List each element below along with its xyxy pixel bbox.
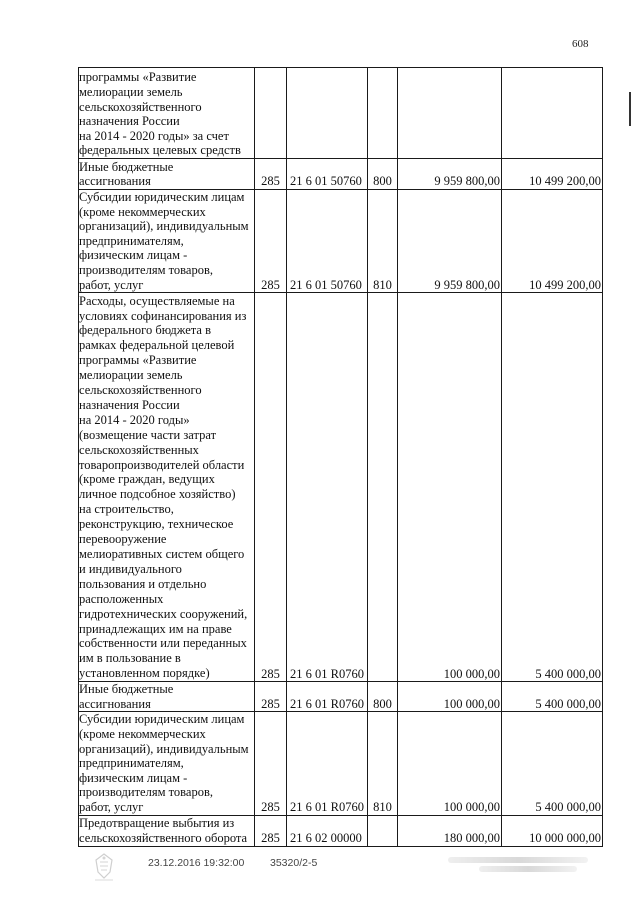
row-sum-2: 5 400 000,00	[502, 293, 603, 682]
table-row	[79, 190, 603, 293]
row-ved: 285	[255, 682, 287, 712]
row-vr	[368, 293, 398, 682]
row-sum-1: 180 000,00	[398, 815, 502, 846]
row-sum-1: 100 000,00	[398, 712, 502, 815]
table-row	[79, 159, 603, 190]
table-row	[79, 68, 603, 159]
emblem-icon	[92, 852, 116, 882]
budget-table	[78, 67, 603, 847]
row-sum-1: 9 959 800,00	[398, 159, 502, 190]
row-sum-2: 10 499 200,00	[502, 159, 603, 190]
row-csr	[287, 68, 368, 159]
row-csr: 21 6 01 50760	[287, 159, 368, 190]
row-csr: 21 6 02 00000	[287, 815, 368, 846]
row-vr: 800	[368, 159, 398, 190]
page-number: 608	[572, 38, 589, 50]
row-vr: 810	[368, 190, 398, 293]
row-csr: 21 6 01 R0760	[287, 293, 368, 682]
row-name: Субсидии юридическим лицам (кроме некоммерческих организаций), индивидуальным предпринимателям, физическим лицам - производителям товаров, работ, услуг	[79, 190, 255, 293]
row-name: Иные бюджетные ассигнования	[79, 682, 255, 712]
footer-document-id: 35320/2-5	[270, 857, 318, 869]
row-vr: 810	[368, 712, 398, 815]
row-vr: 800	[368, 682, 398, 712]
faded-stamp	[448, 854, 588, 880]
row-vr	[368, 815, 398, 846]
row-ved: 285	[255, 159, 287, 190]
row-csr: 21 6 01 R0760	[287, 712, 368, 815]
table-row	[79, 712, 603, 815]
row-name: Иные бюджетные ассигнования	[79, 159, 255, 190]
row-ved	[255, 68, 287, 159]
row-sum-2: 5 400 000,00	[502, 682, 603, 712]
row-sum-1	[398, 68, 502, 159]
table-row	[79, 815, 603, 846]
row-sum-2	[502, 68, 603, 159]
row-sum-1: 9 959 800,00	[398, 190, 502, 293]
row-sum-2: 5 400 000,00	[502, 712, 603, 815]
row-name: Расходы, осуществляемые на условиях софинансирования из федерального бюджета в рамках федеральной целевой программы «Развитие мелиорации земель сельскохозяйственного назначения России на 2014 - 2020 годы» (возмещение части затрат сельскохозяйственных товаропроизводителей области (кроме граждан, ведущих личное подсобное хозяйство) на строительство, реконструкцию, техническое перевооружение мелиоративных систем общего и индивидуального пользования и отдельно расположенных гидротехнических сооружений, принадлежащих им на праве собственности или переданных им в пользование в установленном порядке)	[79, 293, 255, 682]
row-name: Предотвращение выбытия из сельскохозяйственного оборота	[79, 815, 255, 846]
row-vr	[368, 68, 398, 159]
row-ved: 285	[255, 815, 287, 846]
scan-artifact	[629, 92, 631, 126]
row-sum-2: 10 000 000,00	[502, 815, 603, 846]
row-name: Субсидии юридическим лицам (кроме некоммерческих организаций), индивидуальным предпринимателям, физическим лицам - производителям товаров, работ, услуг	[79, 712, 255, 815]
row-sum-2: 10 499 200,00	[502, 190, 603, 293]
table-row	[79, 293, 603, 682]
row-name: программы «Развитие мелиорации земель сельскохозяйственного назначения России на 2014 - 2020 годы» за счет федеральных целевых средств	[79, 68, 255, 159]
row-ved: 285	[255, 712, 287, 815]
row-sum-1: 100 000,00	[398, 682, 502, 712]
row-csr: 21 6 01 R0760	[287, 682, 368, 712]
footer-datetime: 23.12.2016 19:32:00	[148, 857, 245, 869]
row-csr: 21 6 01 50760	[287, 190, 368, 293]
row-ved: 285	[255, 293, 287, 682]
row-sum-1: 100 000,00	[398, 293, 502, 682]
table-row	[79, 682, 603, 712]
row-ved: 285	[255, 190, 287, 293]
